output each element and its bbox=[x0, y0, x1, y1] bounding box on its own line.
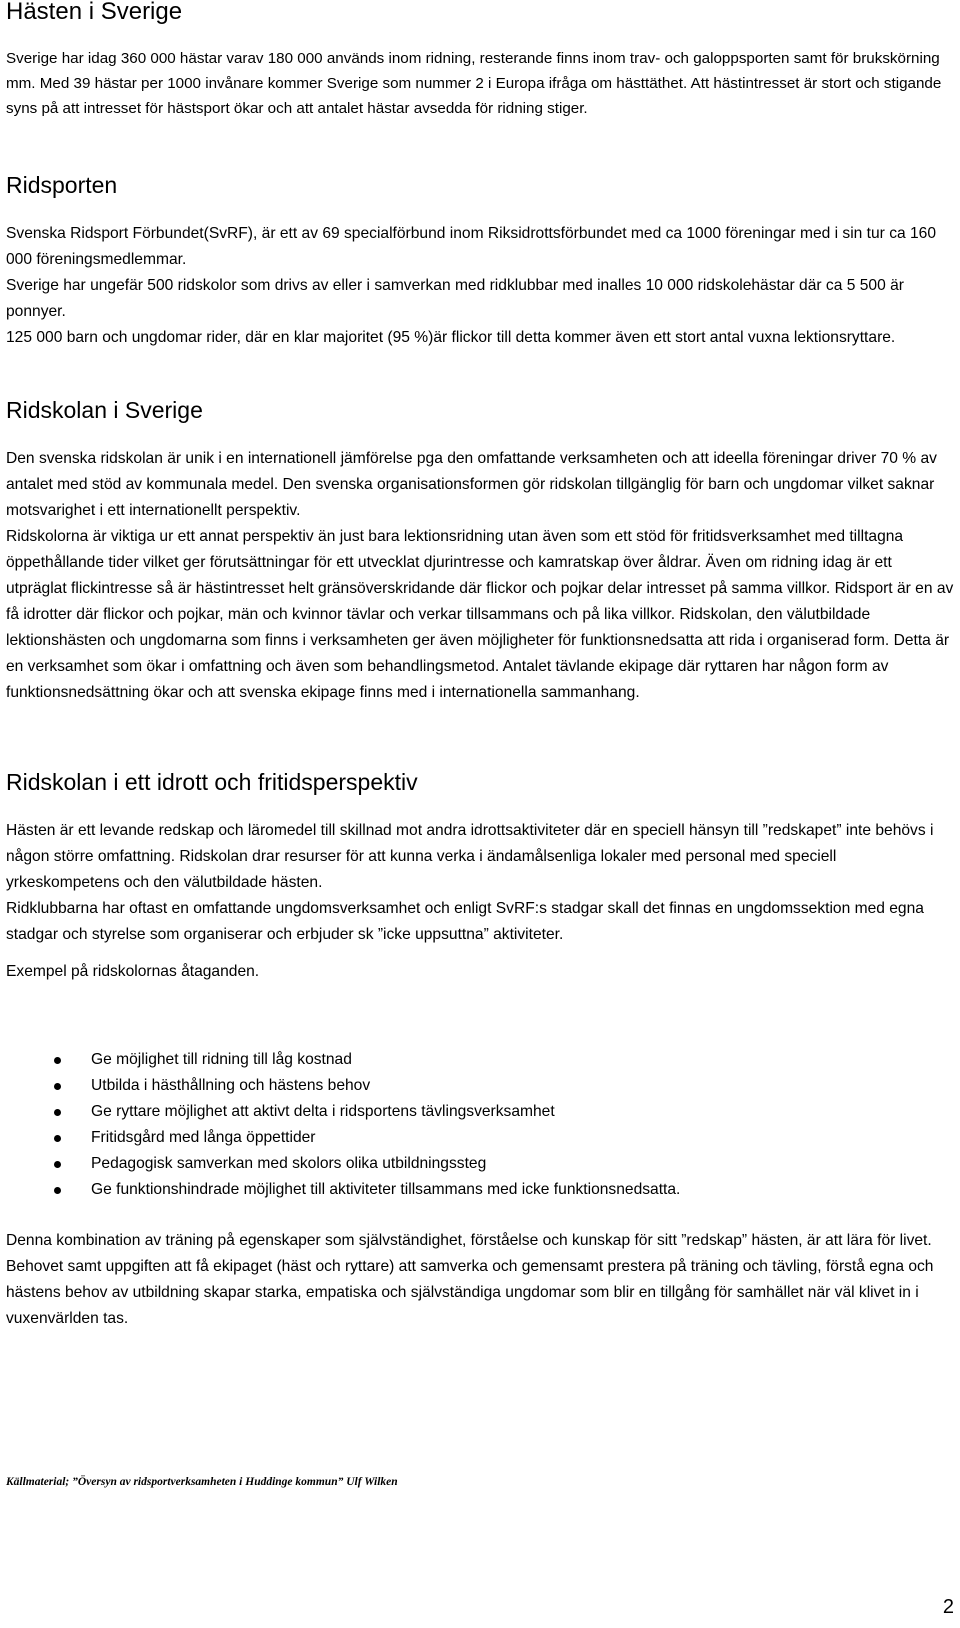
examples-list bbox=[6, 1047, 936, 1203]
perspektiv-paragraph-1: Hästen är ett levande redskap och läromedel till skillnad mot andra idrottsaktiviteter där en speciell hänsyn till ”redskapet” inte behövs i någon större omfattning. Ridskolan drar resurser för att kunna verka i ändamålsenliga lokaler med personal med speciell yrkeskompetens och den välutbildade hästen. bbox=[6, 822, 934, 891]
conclusion-section bbox=[6, 1228, 954, 1332]
examples-label: Exempel på ridskolornas åtaganden. bbox=[6, 963, 260, 980]
perspektiv-paragraph-2: Ridklubbarna har oftast en omfattande ungdomsverksamhet och enligt SvRF:s stadgar skall det finnas en ungdomssektion med egna stadgar och styrelse som organiserar och erbjuder sk ”icke uppsuttna” aktiviteter. bbox=[6, 900, 924, 943]
list-item bbox=[6, 1151, 936, 1177]
heading-idrott-fritidsperspektiv: Ridskolan i ett idrott och fritidsperspektiv bbox=[6, 769, 418, 795]
list-item bbox=[6, 1047, 936, 1073]
ridskolan-paragraph-2: Ridskolorna är viktiga ur ett annat perspektiv än just bara lektionsridning utan även som ett stöd för fritidsverksamhet med tilltagna öppethållande tider vilket ger förutsättningar för ett utvecklat djurintresse och kamratskap över åldrar. Även om ridning idag är ett utpräglat flickintresse så är hästintresset helt gränsöverskridande där flickor och pojkar delar intresset på samma villkor. Ridsport är en av få idrotter där flickor och pojkar, män och kvinnor tävlar och verkar tillsammans och på lika villkor. Ridskolan, den välutbildade lektionshästen och ungdomarna som finns i verksamheten ger även möjligheter för funktionsnedsatta att rida i organiserad form. Detta är en verksamhet som ökar i omfattning och även som behandlingsmetod. Antalet tävlande ekipage där ryttaren har någon form av funktionsnedsättning ökar och att svenska ekipage finns med i internationella sammanhang. bbox=[6, 528, 954, 701]
bullet-icon bbox=[54, 1187, 61, 1194]
ridsporten-paragraph-2: Sverige har ungefär 500 ridskolor som drivs av eller i samverkan med ridklubbar med inalles 10 000 ridskolehästar där ca 5 500 är ponnyer. bbox=[6, 277, 904, 320]
ridskolan-section bbox=[6, 446, 954, 706]
bullet-icon bbox=[54, 1083, 61, 1090]
ridsporten-paragraph-3: 125 000 barn och ungdomar rider, där en klar majoritet (95 %)är flickor till detta kommer även ett stort antal vuxna lektionsryttare. bbox=[6, 329, 896, 346]
intro-text: Sverige har idag 360 000 hästar varav 180 000 används inom ridning, resterande finns inom trav- och galoppsporten samt för brukskörning mm. Med 39 hästar per 1000 invånare kommer Sverige som nummer 2 i Europa ifråga om hästtäthet. Att hästintresset är stort och stigande syns på att intresset för hästsport ökar och att antalet hästar avsedda för ridning stiger. bbox=[6, 50, 942, 117]
list-item-text: Utbilda i hästhållning och hästens behov bbox=[91, 1077, 371, 1094]
list-item bbox=[6, 1073, 936, 1099]
ridskolan-paragraph-1: Den svenska ridskolan är unik i en internationell jämförelse pga den omfattande verksamheten och att ideella föreningar driver 70 % av antalet med stöd av kommunala medel. Den svenska organisationsformen gör ridskolan tillgänglig för barn och ungdomar vilket saknar motsvarighet i ett internationellt perspektiv. bbox=[6, 450, 937, 519]
page-number: 2 bbox=[942, 1596, 954, 1618]
list-item-text: Ge möjlighet till ridning till låg kostnad bbox=[91, 1051, 352, 1068]
intro-paragraph bbox=[6, 46, 954, 121]
list-item bbox=[6, 1125, 936, 1151]
page-title: Hästen i Sverige bbox=[6, 0, 183, 25]
conclusion-paragraph: Denna kombination av träning på egenskaper som självständighet, förståelse och kunskap för sitt ”redskap” hästen, är att lära för livet. Behovet samt uppgiften att få ekipaget (häst och ryttare) att samverka och gemensamt prestera på träning och tävling, förstå egna och hästens behov av utbildning skapar starka, empatiska och självständiga ungdomar som blir en tillgång för samhället när väl klivet in i vuxenvärlden tas. bbox=[6, 1232, 934, 1327]
ridsporten-paragraph-1: Svenska Ridsport Förbundet(SvRF), är ett av 69 specialförbund inom Riksidrottsförbundet med ca 1000 föreningar med i sin tur ca 160 000 föreningsmedlemmar. bbox=[6, 225, 937, 268]
list-item bbox=[6, 1177, 936, 1203]
perspektiv-section bbox=[6, 818, 954, 948]
list-item-text: Pedagogisk samverkan med skolors olika utbildningssteg bbox=[91, 1155, 487, 1172]
heading-ridsporten: Ridsporten bbox=[6, 172, 118, 198]
list-item-text: Ge ryttare möjlighet att aktivt delta i ridsportens tävlingsverksamhet bbox=[91, 1103, 555, 1120]
examples-intro bbox=[6, 959, 954, 985]
source-note: Källmaterial; ”Översyn av ridsportverksamheten i Huddinge kommun” Ulf Wilken bbox=[6, 1476, 398, 1488]
bullet-icon bbox=[54, 1135, 61, 1142]
list-item-text: Ge funktionshindrade möjlighet till aktiviteter tillsammans med icke funktionsnedsatta. bbox=[91, 1181, 681, 1198]
bullet-icon bbox=[54, 1057, 61, 1064]
list-item bbox=[6, 1099, 936, 1125]
ridsporten-section bbox=[6, 221, 954, 351]
bullet-icon bbox=[54, 1109, 61, 1116]
list-item-text: Fritidsgård med långa öppettider bbox=[91, 1129, 316, 1146]
heading-ridskolan-i-sverige: Ridskolan i Sverige bbox=[6, 397, 203, 423]
bullet-icon bbox=[54, 1161, 61, 1168]
